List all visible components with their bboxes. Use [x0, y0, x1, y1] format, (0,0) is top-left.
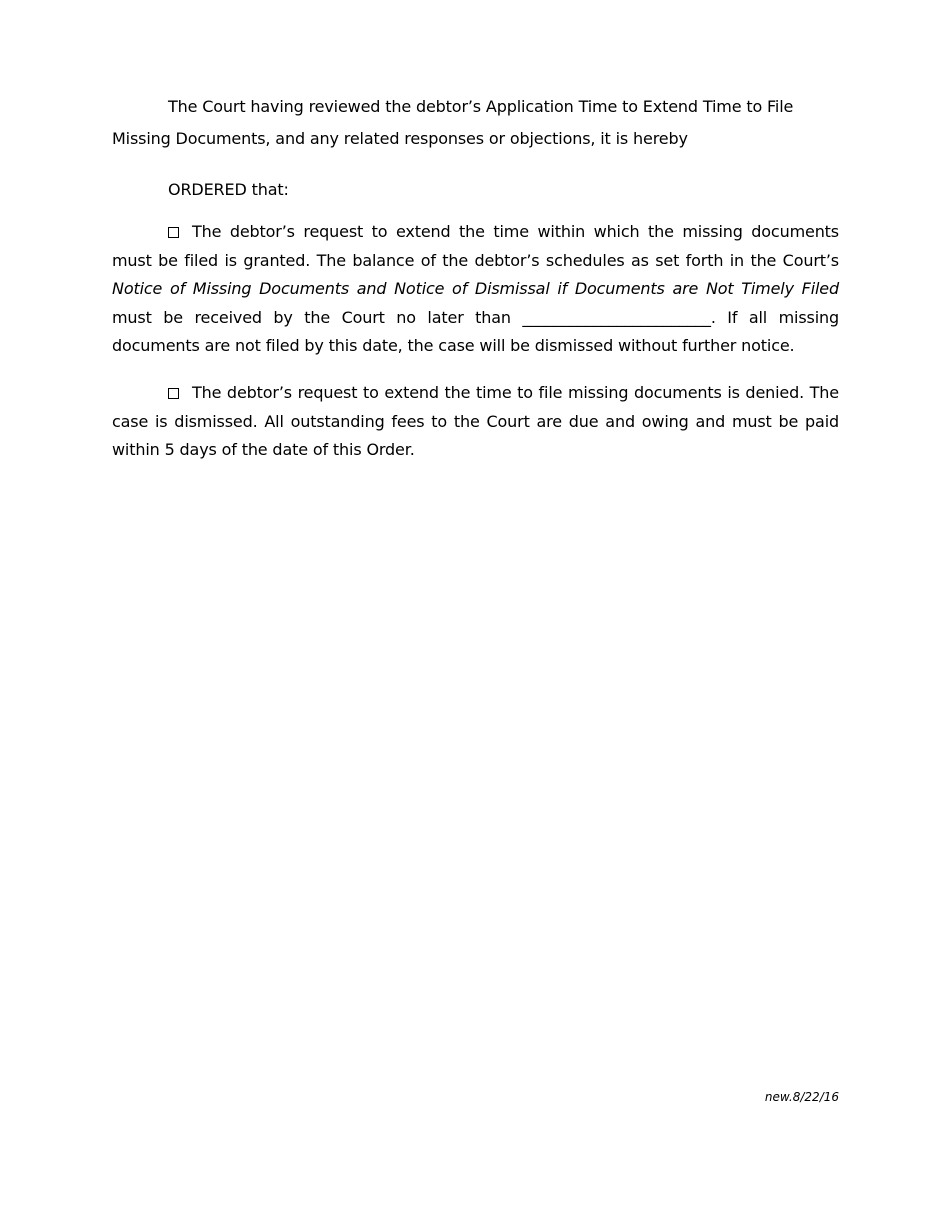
checkbox-icon — [168, 227, 179, 238]
granted-text-middle: must be received by the Court no later than — [112, 307, 523, 327]
checkbox-icon — [168, 388, 179, 399]
option-granted-paragraph — [112, 218, 839, 361]
intro-text: The Court having reviewed the debtor’s Application Time to Extend Time to File Missing Documents, and any related responses or objections, it is hereby — [112, 97, 794, 148]
option-denied-paragraph — [112, 379, 839, 465]
granted-text-before: The debtor’s request to extend the time within which the missing documents must be filed is granted. The balance of the debtor’s schedules as set forth in the Court’s — [112, 222, 839, 270]
ordered-text: ORDERED that: — [168, 180, 289, 199]
denied-text: The debtor’s request to extend the time to file missing documents is denied. The case is dismissed. All outstanding fees to the Court are due and owing and must be paid within 5 days of the date of this Order. — [112, 383, 839, 459]
granted-text-after: . If all missing documents are not filed by this date, the case will be dismissed without further notice. — [112, 307, 839, 355]
granted-checkbox[interactable] — [168, 218, 192, 247]
intro-paragraph — [112, 91, 839, 155]
denied-checkbox[interactable] — [168, 379, 192, 408]
ordered-heading — [112, 176, 839, 205]
revision-footer: new.8/22/16 — [764, 1090, 839, 1104]
notice-title: Notice of Missing Documents and Notice of Dismissal if Documents are Not Timely Filed — [112, 279, 839, 298]
date-blank-field[interactable]: ________________________ — [522, 307, 711, 327]
